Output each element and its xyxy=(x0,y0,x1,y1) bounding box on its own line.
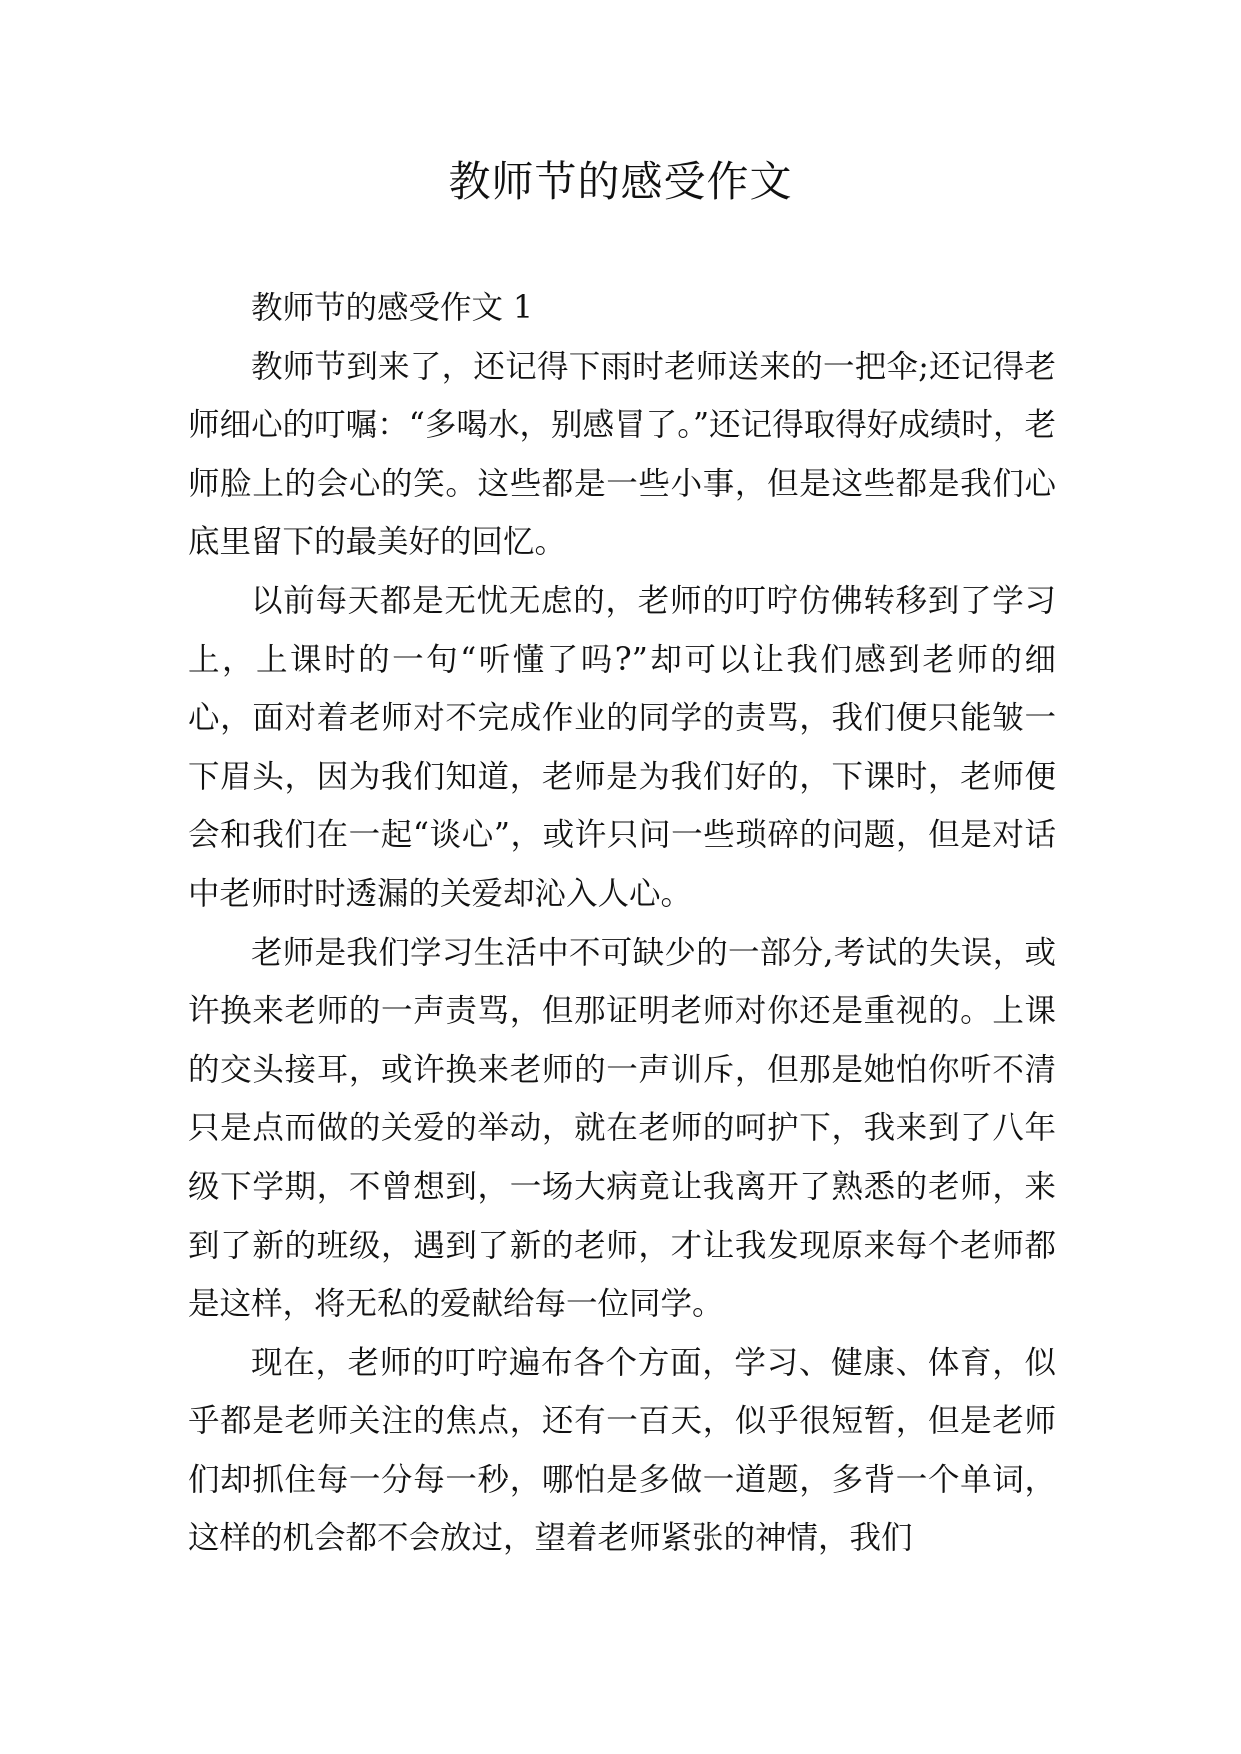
paragraph-2: 以前每天都是无忧无虑的，老师的叮咛仿佛转移到了学习上，上课时的一句“听懂了吗?”却可以让我们感到老师的细心，面对着老师对不完成作业的同学的责骂，我们便只能皱一下眉头，因为我们知道，老师是为我们好的，下课时，老师便会和我们在一起“谈心”，或许只问一些琐碎的问题，但是对话中老师时时透漏的关爱却沁入人心。 xyxy=(188,582,1056,912)
section-heading: 教师节的感受作文 1 xyxy=(251,290,534,326)
paragraph-4: 现在，老师的叮咛遍布各个方面，学习、健康、体育，似乎都是老师关注的焦点，还有一百天，似乎很短暂，但是老师们却抓住每一分每一秒，哪怕是多做一道题，多背一个单词，这样的机会都不会放过，望着老师紧张的神情，我们 xyxy=(188,1344,1056,1557)
document-body xyxy=(188,279,1056,1568)
paragraph-1: 教师节到来了，还记得下雨时老师送来的一把伞;还记得老师细心的叮嘱：“多喝水，别感冒了。”还记得取得好成绩时，老师脸上的会心的笑。这些都是一些小事，但是这些都是我们心底里留下的最美好的回忆。 xyxy=(188,348,1056,561)
paragraph-3: 老师是我们学习生活中不可缺少的一部分,考试的失误，或许换来老师的一声责骂，但那证明老师对你还是重视的。上课的交头接耳，或许换来老师的一声训斥，但那是她怕你听不清只是点而做的关爱的举动，就在老师的呵护下，我来到了八年级下学期，不曾想到，一场大病竟让我离开了熟悉的老师，来到了新的班级，遇到了新的老师，才让我发现原来每个老师都是这样，将无私的爱献给每一位同学。 xyxy=(188,934,1056,1323)
document-title: 教师节的感受作文 xyxy=(448,157,793,206)
